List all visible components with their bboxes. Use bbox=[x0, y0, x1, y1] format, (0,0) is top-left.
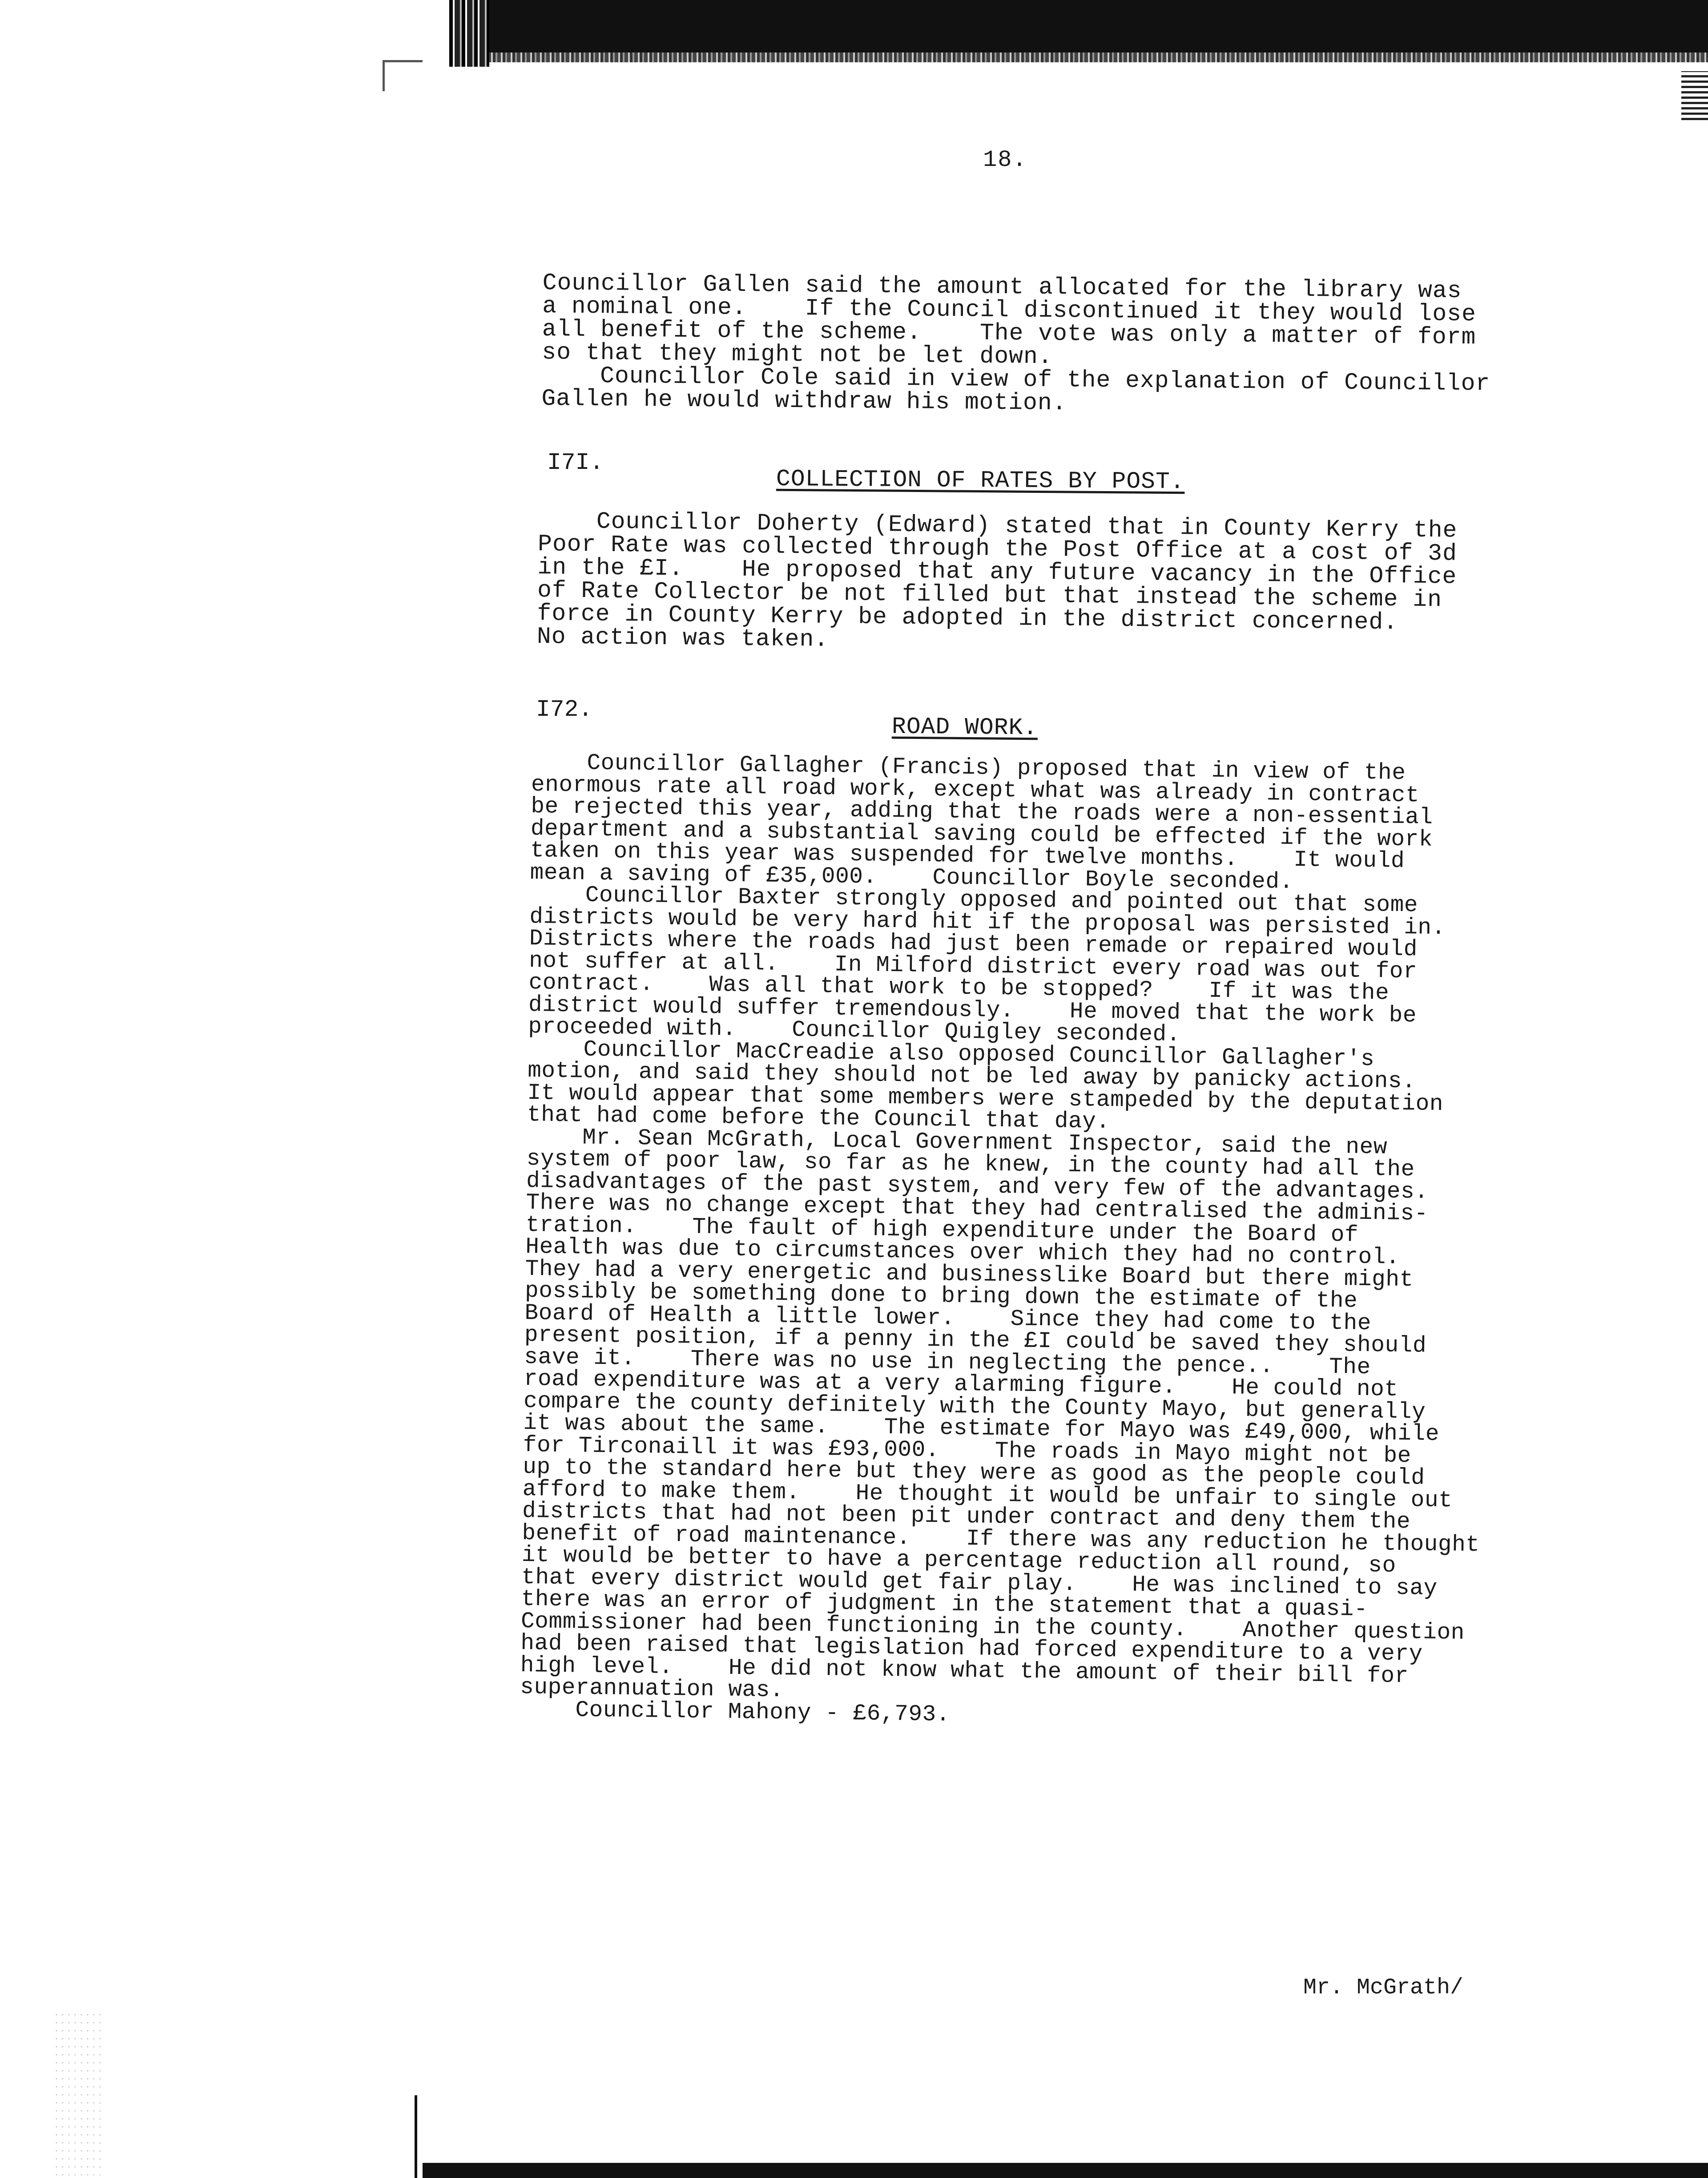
scan-border-top-edge bbox=[454, 52, 1708, 62]
section-heading: COLLECTION OF RATES BY POST. bbox=[776, 465, 1185, 496]
scan-strip bbox=[449, 0, 489, 67]
paragraph: Councillor Gallen said the amount allocated for the library was a nominal one. If the Council discontinued it they would lose all benefit of the scheme. The vote was only a matter of form so that they might not be let down. Councillor Cole said in view of the explanation of Councillor Gallen he would withdraw his motion. bbox=[541, 270, 1490, 417]
section-number: I7I. bbox=[547, 449, 604, 476]
scan-border-right bbox=[1681, 71, 1708, 120]
section-body: Councillor Gallagher (Francis) proposed that in view of the enormous rate all road work, except what was already in contract be rejected this year, adding that the roads were a non-essential department and a substantial saving could be effected if the work taken on this year was suspended for twelve months. It would mean a saving of £35,000. Councillor Boyle seconded. Councillor Baxter strongly opposed and pointed out that some districts would be very hard hit if the proposal was persisted in. Districts where the roads had just been remade or repaired would not suffer at all. In Milford district every road was out for contract. Was all that work to be stopped? If it was the district would suffer tremendously. He moved that the work be proceeded with. Councillor Quigley seconded. Councillor MacCreadie also opposed Councillor Gallagher's motion, and said they should not be led away by panicky actions. It would appear that some members were stampeded by the deputation that had come before the Council that day. Mr. Sean McGrath, Local Government Inspector, said the new system of poor law, so far as he knew, in the county had all the disadvantages of the past system, and very few of the advantages. There was no change except that they had centralised the adminis- tration. The fault of high expenditure under the Board of Health was due to circumstances over which they had no control. They had a very energetic and businesslike Board but there might possibly be something done to bring down the estimate of the Board of Health a little lower. Since they had come to the present position, if a penny in the £I could be saved they should save it. There was no use in neglecting the pence.. The road expenditure was at a very alarming figure. He could not compare the county definitely with the County Mayo, but generally it was about the same. The estimate for Mayo was £49,000, while for Tirconaill it was £93,000. The roads in Mayo might not be up to the standard here but they were as good as the people could afford to make them. He thought it would be unfair to single out districts that had not been pit under contract and deny them the benefit of road maintenance. If there was any reduction he thought it would be better to have a percentage reduction all round, so that every district would get fair play. He was inclined to say there was an error of judgment in the statement that a quasi- Commissioner had been functioning in the county. Another question had been raised that legislation had forced expenditure to a very high level. He did not know what the amount of their bill for superannuation was. Councillor Mahony - £6,793. bbox=[520, 750, 1480, 1728]
section-body: Councillor Doherty (Edward) stated that in County Kerry the Poor Rate was collected through the Post Office at a cost of 3d in the £I. He proposed that any future vacancy in the Office of Rate Collector be not filled but that instead the scheme in force in County Kerry be adopted in the district concerned. No action was taken. bbox=[536, 508, 1458, 653]
scan-border-top bbox=[454, 0, 1708, 58]
page-corner-mark bbox=[383, 60, 385, 91]
scan-border-bottom bbox=[423, 2163, 1708, 2178]
section-number: I72. bbox=[536, 696, 593, 723]
scan-noise bbox=[53, 2011, 102, 2175]
scan-border-left bbox=[415, 2095, 417, 2178]
page-corner-mark bbox=[383, 60, 423, 62]
catchword: Mr. McGrath/ bbox=[1303, 1975, 1464, 2001]
page-number: 18. bbox=[983, 147, 1027, 173]
section-heading: ROAD WORK. bbox=[891, 713, 1038, 742]
